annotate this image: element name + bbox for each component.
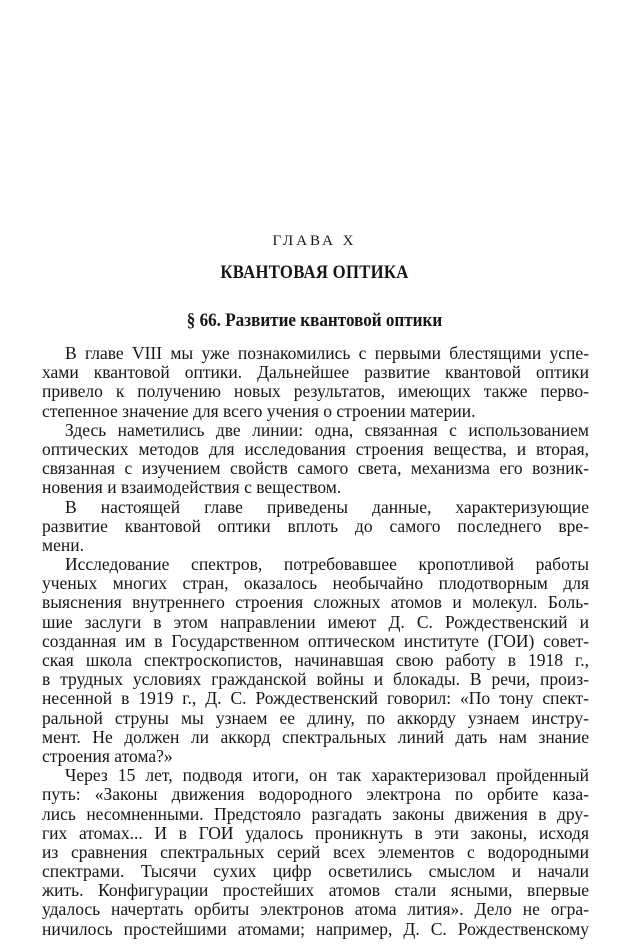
text-line: из сравнения спектральных серий всех элементов с водородными: [42, 841, 589, 862]
text-line: в трудных условиях гражданской войны и блокады. В речи, произ-: [42, 669, 589, 690]
text-line: ская школа спектроскопистов, начинавшая свою работу в 1918 г.,: [42, 650, 589, 670]
text-line: привело к получению новых результатов, имеющих также перво-: [42, 381, 589, 402]
text-line: степенное значение для всего учения о строении материи.: [42, 400, 476, 421]
chapter-label: ГЛАВА X: [272, 233, 357, 249]
text-line: В настоящей главе приведены данные, характеризующие: [65, 496, 589, 517]
text-line: выяснения внутреннего строения сложных атомов и молекул. Боль-: [42, 592, 589, 613]
text-line: связанная с изучением свойств самого света, механизма его возник-: [42, 458, 589, 479]
text-line: новения и взаимодействия с веществом.: [42, 477, 342, 498]
text-line: хами квантовой оптики. Дальнейшее развитие квантовой оптики: [42, 362, 589, 383]
text-line: мени.: [42, 534, 84, 555]
text-line: удалось начертать орбиты электронов атома лития». Дело не огра-: [42, 899, 589, 920]
text-line: ничилось простейшими атомами; например, Д. С. Рождественскому: [42, 918, 589, 939]
text-line: спектрами. Тысячи сухих цифр осветились смыслом и начали: [42, 861, 589, 882]
text-line: шие заслуги в этом направлении имеют Д. С. Рождественский и: [42, 611, 589, 632]
text-line: строения атома?»: [42, 745, 173, 766]
text-line: развитие квантовой оптики вплоть до самого последнего вре-: [42, 515, 589, 536]
text-line: Здесь наметились две линии: одна, связанная с использованием: [65, 419, 589, 440]
text-line: оптических методов для исследования строения вещества, и вторая,: [42, 438, 589, 459]
text-line: ученых многих стран, оказалось необычайно плодотворным для: [42, 573, 589, 594]
text-line: жить. Конфигурации простейших атомов стали ясными, впервые: [42, 880, 589, 901]
text-line: путь: «Законы движения водородного электрона по орбите каза-: [42, 784, 589, 805]
section-title: § 66. Развитие квантовой оптики: [186, 310, 443, 331]
text-line: созданная им в Государственном оптическом институте (ГОИ) совет-: [42, 630, 589, 651]
text-line: мент. Не должен ли аккорд спектральных линий дать нам знание: [42, 726, 589, 747]
text-line: В главе VIII мы уже познакомились с первыми блестящими успе-: [65, 343, 589, 363]
chapter-title: КВАНТОВАЯ ОПТИКА: [220, 262, 409, 283]
text-line: ральной струны мы узнаем ее длину, по аккорду узнаем инстру-: [42, 707, 589, 728]
text-line: Через 15 лет, подводя итоги, он так характеризовал пройденный: [65, 765, 589, 786]
body-text: [42, 344, 589, 939]
text-line: лись несомненными. Предстояло разгадать законы движения в дру-: [42, 803, 589, 824]
text-line: гих атомах... И в ГОИ удалось проникнуть в эти законы, исходя: [42, 822, 589, 843]
text-line: Исследование спектров, потребовавшее кропотливой работы: [65, 554, 589, 575]
text-line: несенной в 1919 г., Д. С. Рождественский говорил: «По тону спект-: [42, 688, 589, 709]
